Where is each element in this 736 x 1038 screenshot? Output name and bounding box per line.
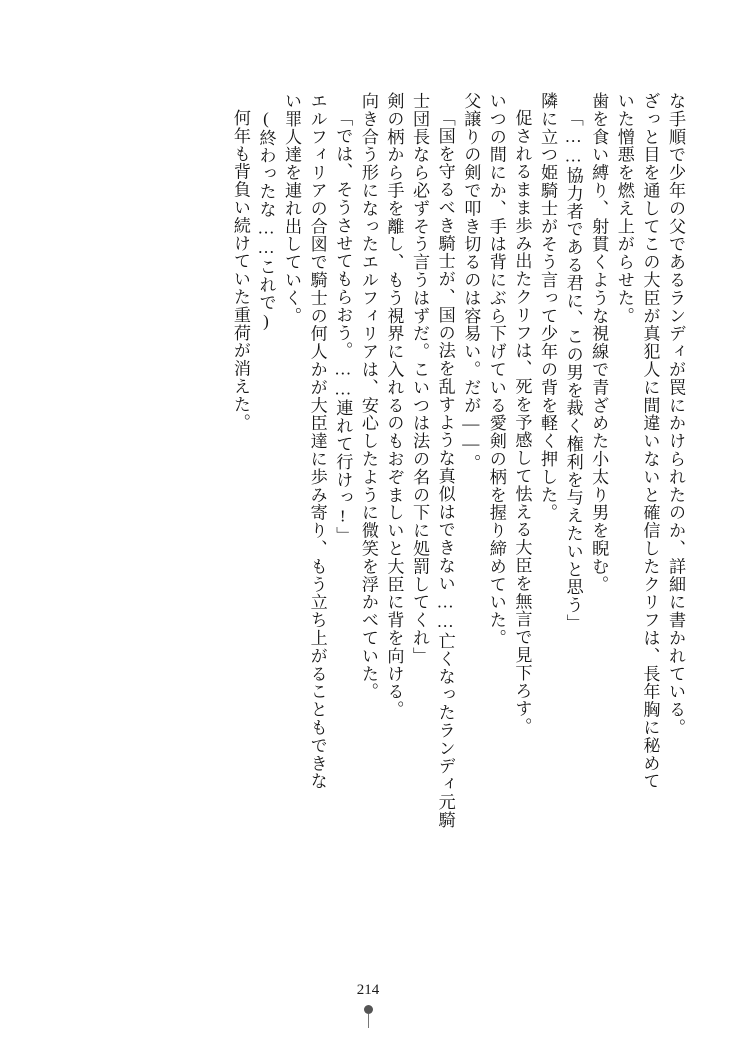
text-line: 何年も背負い続けていた重荷が消えた。 [230, 109, 250, 432]
text-line: いつの間にか、手は背にぶら下げている愛剣の柄を握り締めていた。 [486, 92, 506, 647]
text-line: な手順で少年の父であるランディが罠にかけられたのか、詳細に書かれている。 [666, 92, 685, 737]
text-line: 歯を食い縛り、射貫くような視線で青ざめた小太り男を睨む。 [589, 92, 609, 594]
footer-ornament-icon [364, 1005, 373, 1014]
text-line: いた憎悪を燃え上がらせた。 [614, 92, 634, 325]
text-line: (終わったな……これで) [256, 109, 276, 332]
text-line: 士団長なら必ずそう言うはずだ。こいつは法の名の下に処罰してくれ」 [410, 92, 430, 665]
text-line: ざっと目を通してこの大臣が真犯人に間違いないと確信したクリフは、長年胸に秘めて [640, 92, 660, 791]
text-line: 促されるまま歩み出たクリフは、死を予感して怯える大臣を無言で見下ろす。 [512, 109, 532, 736]
text-line: 「国を守るべき騎士が、国の法を乱すような真似はできない……亡くなったランディ元騎 [435, 109, 455, 829]
text-line: い罪人達を連れ出していく。 [282, 92, 302, 325]
page-number: 214 [356, 982, 380, 998]
text-line: 「……協力者である君に、この男を裁く権利を与えたいと思う」 [563, 109, 583, 632]
text-line: 「では、そうさせてもらおう。……連れて行けっ!」 [333, 109, 353, 545]
text-line: 父譲りの剣で叩き切るのは容易い。だが――。 [461, 92, 481, 472]
vertical-text-block [46, 92, 688, 922]
footer-ornament-stem-icon [368, 1014, 369, 1028]
text-line: 隣に立つ姫騎士がそう言って少年の背を軽く押した。 [538, 92, 558, 522]
text-line: 剣の柄から手を離し、もう視界に入れるのもおぞましいと大臣に背を向ける。 [384, 92, 404, 719]
text-line: エルフィリアの合図で騎士の何人かが大臣達に歩み寄り、もう立ち上がることもできな [307, 92, 327, 791]
text-line: 向き合う形になったエルフィリアは、安心したように微笑を浮かべていた。 [358, 92, 378, 701]
